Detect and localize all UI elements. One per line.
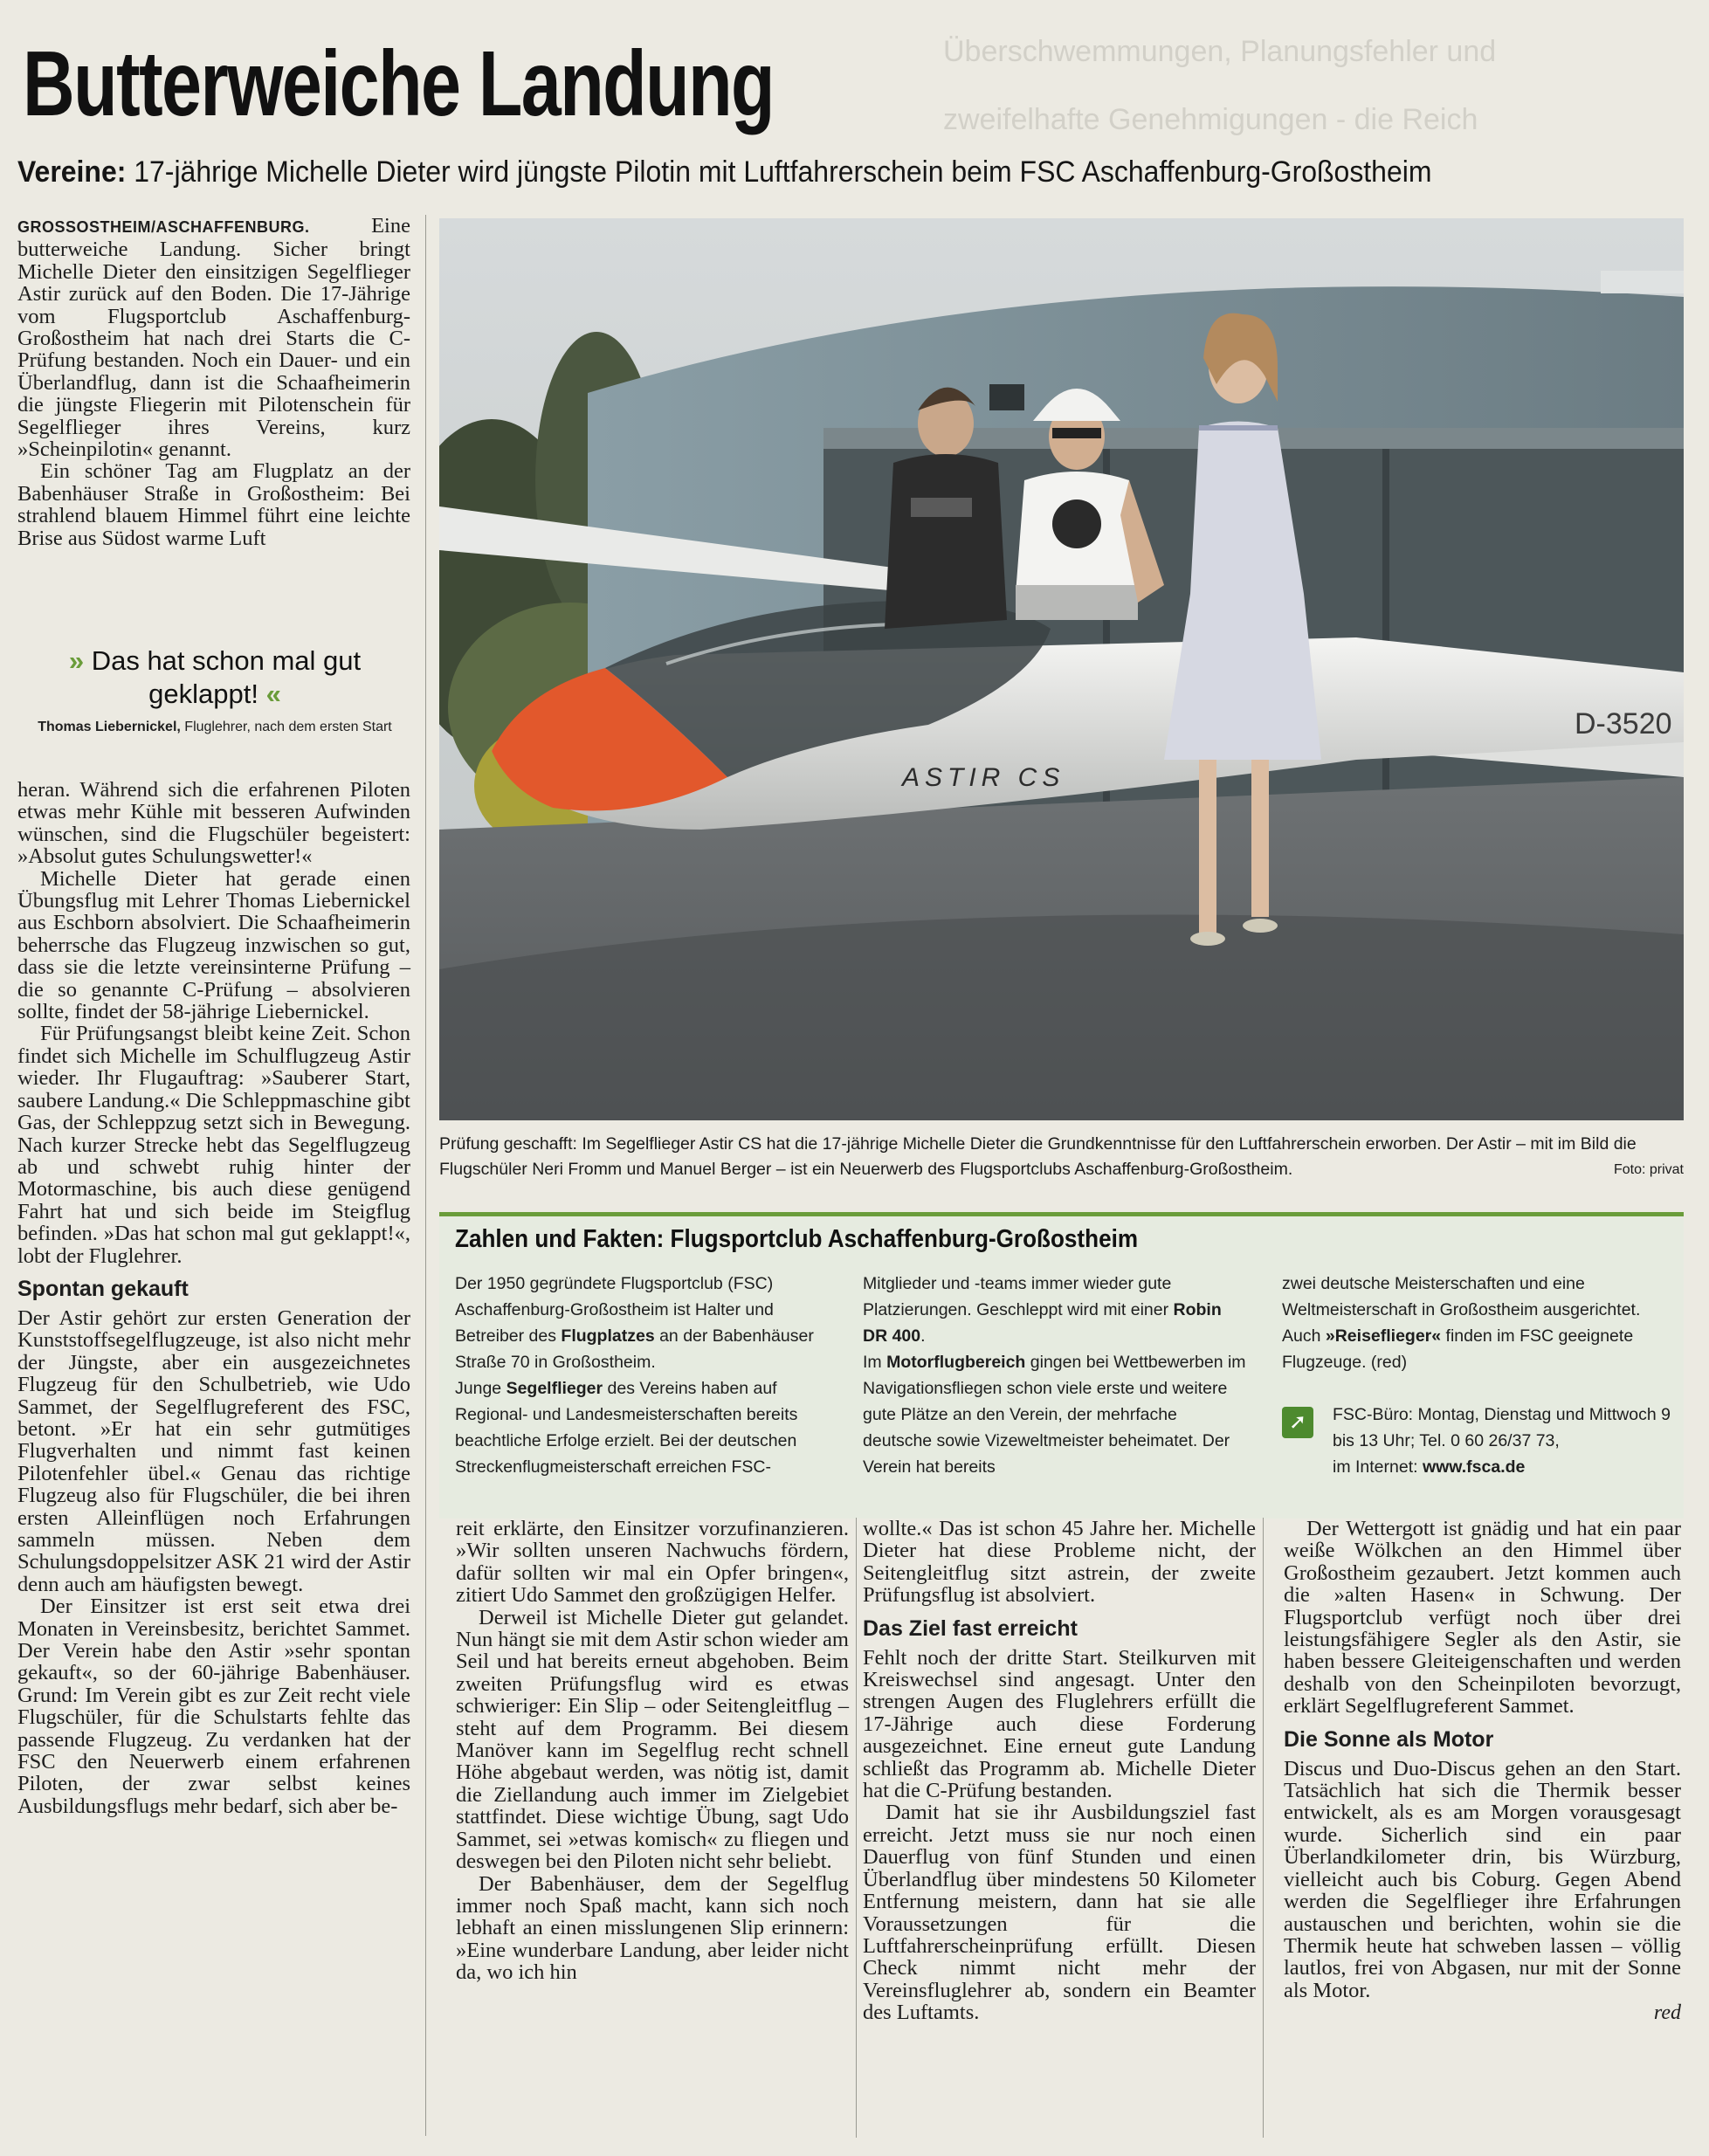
author-signature: red <box>1653 2001 1681 2025</box>
contact-hours: FSC-Büro: Montag, Dienstag und Mittwoch 9 bis 13 Uhr; Tel. 0 60 26/37 73, <box>1333 1405 1671 1450</box>
shadow <box>439 915 1684 1121</box>
subhead-sonne: Die Sonne als Motor <box>1284 1726 1494 1752</box>
contact-url[interactable]: www.fsca.de <box>1422 1457 1526 1477</box>
paragraph-col1-4: Michelle Dieter hat gerade einen Übungsflug mit Lehrer Thomas Liebernickel aus Eschborn absolviert. Die Schaafheimerin beherrsche das Flugzeug inzwischen so gut, dass sie die letzte vereinsinterne Prüfung – die so genannte C-Prüfung – absolvieren sollte, findet der 58-jährige Liebernickel. <box>17 866 410 1024</box>
factbox-col-2: Mitglieder und -teams immer wieder gute Platzierungen. Geschleppt wird mit einer Robin DR 400. Im Motorflugbereich gingen bei Wettbewerben im Navigationsfliegen schon viele erste und weitere gute Plätze an den Verein, der mehrfache deutsche sowie Vizeweltmeister beheimatet. Der Verein hat bereits <box>863 1274 1246 1477</box>
column-1-bottom <box>17 779 410 1817</box>
column-rule-1 <box>425 215 426 2136</box>
factbox-contact: ➚ FSC-Büro: Montag, Dienstag und Mittwoch 9 bis 13 Uhr; Tel. 0 60 26/37 73, im Internet: www.fsca.de <box>1282 1402 1675 1480</box>
paragraph-col1-3: heran. Während sich die erfahrenen Piloten etwas mehr Kühle mit besseren Aufwinden wünschen, sind die Flugschüler begeistert: »Absolut gutes Schulungswetter!« <box>17 778 410 869</box>
column-2 <box>456 1518 849 1984</box>
glider-label: ASTIR CS <box>902 763 1065 792</box>
article-photo <box>439 218 1684 1120</box>
paragraph-col4-1: Der Wettergott ist gnädig und hat ein paar weiße Wölkchen an den Himmel über Großostheim gezaubert. Jetzt kommen auch die »alten Hasen« in Schwung. Der Flugsportclub verfügt noch über drei leistungsfähigere Segler als den Astir, sie haben bessere Gleiteigenschaften und werden deshalb von den Scheinpiloten bevorzugt, erklärt Segelflugreferent Sammet. <box>1284 1517 1681 1719</box>
paragraph-col3-2: Fehlt noch der dritte Start. Steilkurven mit Kreiswechsel sind angesagt. Unter den strengen Augen des Fluglehrers erfüllt die 17-Jährige auch diese Forderung ausgezeichnet. Eine erneut gute Landung schließt das Programm ab. Michelle Dieter hat die C-Prüfung bestanden. <box>863 1645 1256 1803</box>
ghost-line-1: Überschwemmungen, Planungsfehler und <box>943 35 1497 68</box>
registration: D-3520 <box>1575 707 1672 740</box>
glider-photo-illustration <box>439 218 1684 1120</box>
photo-credit: Foto: privat <box>1613 1162 1684 1177</box>
paragraph-col3-1: wollte.« Das ist schon 45 Jahre her. Michelle Dieter hat diese Probleme nicht, der Seitengleitflug sitzt astrein, der zweite Prüfungsflug ist absolviert. <box>863 1517 1256 1608</box>
intro-paragraph: Eine butterweiche Landung. Sicher bringt Michelle Dieter den einsitzigen Segelflieger Astir zurück auf den Boden. Die 17-Jährige vom Flugsportclub Aschaffenburg-Großostheim hat nach drei Starts die C-Prüfung bestanden. Noch ein Dauer- und ein Überlandflug, dann ist die Schaafheimerin die jüngste Fliegerin mit Pilotenschein für Segelflieger ihres Vereins, kurz »Scheinpilotin« genannt. <box>17 214 410 462</box>
paragraph-col2-2: Derweil ist Michelle Dieter gut gelandet. Nun hängt sie mit dem Astir schon wieder am Seil und hat bereits erneut abgehoben. Beim zweiten Prüfungsflug wird es etwas schwieriger: Ein Slip – oder Seitengleitflug – steht auf dem Programm. Bei diesem Manöver kann im Segelflug recht schnell Höhe abgebaut werden, was nötig ist, damit die Ziellandung auch immer im Zielgebiet stattfindet. Diese wichtige Übung, sagt Udo Sammet, sei »etwas komisch« zu fliegen und deswegen bei den Piloten nicht sehr beliebt. <box>456 1605 849 1874</box>
quote-author: Thomas Liebernickel, <box>38 720 181 734</box>
quote-text: Das hat schon mal gut geklappt! <box>91 645 362 709</box>
caption-text: Prüfung geschafft: Im Segelflieger Astir CS hat die 17-jährige Michelle Dieter die Grundkenntnisse für den Luftfahrerschein erworben. Der Astir – mit im Bild die Flugschüler Neri Fromm und Manuel Berger – ist ein Neuerwerb des Flugsportclubs Aschaffenburg-Großostheim. <box>439 1134 1637 1179</box>
photo-caption <box>439 1132 1684 1182</box>
ghost-line-2: zweifelhafte Genehmigungen - die Reich <box>943 103 1478 136</box>
factbox-col-3: zwei deutsche Meisterschaften und eine Weltmeisterschaft in Großostheim ausgerichtet. Auch »Reiseflieger« finden im FSC geeignete Flugzeuge. (red) <box>1282 1274 1641 1372</box>
paragraph-col4-2: Discus und Duo-Discus gehen an den Start. Tatsächlich hat sich die Thermik besser entwickelt, als es am Morgen vorausgesagt wurde. Sicherlich sind ein paar Überlandkilometer drin, bis Würzburg, vielleicht auch bis Coburg. Gegen Abend werden die Segelflieger ihre Erfahrungen austauschen und berichten, wohin sie die Thermik heute hat schweben lassen – völlig lautlos, frei von Abgasen, nur mit der Sonne als Motor. <box>1284 1756 1681 2002</box>
subtitle-kicker: Vereine: <box>17 155 127 189</box>
arrow-icon: ➚ <box>1282 1407 1313 1438</box>
column-4 <box>1284 1518 1681 2025</box>
subtitle-text: 17-jährige Michelle Dieter wird jüngste Pilotin mit Luftfahrerschein beim FSC Aschaffenburg-Großostheim <box>126 155 1432 189</box>
pull-quote <box>19 644 410 735</box>
paragraph-col1-2: Ein schöner Tag am Flugplatz an der Babenhäuser Straße in Großostheim: Bei strahlend blauem Himmel führt eine leichte Brise aus Südost warme Luft <box>17 459 410 550</box>
quote-open-mark: » <box>68 645 85 676</box>
subtitle <box>17 155 1431 189</box>
paragraph-col2-3: Der Babenhäuser, dem der Segelflug immer noch Spaß macht, kann sich noch lebhaft an einen misslungenen Slip erinnern: »Eine wunderbare Landung, aber leider nicht da, wo ich hin <box>456 1871 849 1985</box>
paragraph-col1-6: Der Astir gehört zur ersten Generation der Kunststoffsegelflugzeuge, ist also nicht mehr der Jüngste, aber ein ausgezeichnetes Flugzeug für den Schulbetrieb, wie Udo Sammet, der Segelflugreferent des FSC, betont. »Er hat ein sehr gutmütiges Flugverhalten und nimmt fast keinen Pilotenfehler übel.« Genau das richtige Flugzeug also für Flugschüler, die bei ihren ersten Alleinflügen noch Erfahrungen sammeln müssen. Neben dem Schulungsdoppelsitzer ASK 21 wird der Astir denn auch am häufigsten bewegt. <box>17 1305 410 1596</box>
quote-role: Fluglehrer, nach dem ersten Start <box>180 720 392 734</box>
subhead-ziel: Das Ziel fast erreicht <box>863 1615 1078 1641</box>
factbox-title: Zahlen und Fakten: Flugsportclub Aschaffenburg-Großostheim <box>455 1225 1139 1253</box>
quote-close-mark: « <box>265 678 281 709</box>
column-1-top <box>17 215 410 549</box>
dateline: GROSSOSTHEIM/ASCHAFFENBURG. <box>17 218 310 236</box>
factbox-col-1: Der 1950 gegründete Flugsportclub (FSC) Aschaffenburg-Großostheim ist Halter und Betreiber des Flugplatzes an der Babenhäuser Straße 70 in Großostheim. Junge Segelflieger des Vereins haben auf Regional- und Landesmeisterschaften bereits beachtliche Erfolge erzielt. Bei der deutschen Streckenflugmeisterschaft erreichen FSC- <box>455 1274 814 1477</box>
column-rule-2 <box>856 1518 857 2138</box>
paragraph-col1-7: Der Einsitzer ist erst seit etwa drei Monaten in Vereinsbesitz, berichtet Sammet. Der Verein habe den Astir »sehr spontan gekauft«, so der 60-jährige Babenhäuser. Grund: Im Verein gibt es zur Zeit recht viele Flugschüler, für die Schulstarts fehlte das passende Flugzeug. Zu verdanken hat der FSC den Neuerwerb einem erfahrenen Piloten, der zwar selbst keines Ausbildungsflugs mehr bedarf, sich aber be- <box>17 1595 410 1818</box>
subhead-spontan: Spontan gekauft <box>17 1276 189 1301</box>
fact-box <box>439 1212 1684 1519</box>
paragraph-col3-3: Damit hat sie ihr Ausbildungsziel fast erreicht. Jetzt muss sie nur noch einen Dauerflug von fünf Stunden und einen Überlandflug über mindestens 50 Kilometer Entfernung meistern, dann hat sie alle Voraussetzungen für die Luftfahrerscheinprüfung erfüllt. Diesen Check nimmt nicht mehr der Vereinsfluglehrer ab, sondern ein Beamter des Luftamts. <box>863 1801 1256 2025</box>
paragraph-col1-5: Für Prüfungsangst bleibt keine Zeit. Schon findet sich Michelle im Schulflugzeug Astir wieder. Ihr Flugauftrag: »Sauberer Start, saubere Landung.« Die Schleppmaschine gibt Gas, der Schleppzug setzt sich in Bewegung. Nach kurzer Strecke hebt das Segelflugzeug ab und schwebt ruhig hinter der Motormaschine, bis auch diese genügend Fahrt hat und sich beide im Steigflug befinden. »Das hat schon mal gut geklappt!«, lobt der Fluglehrer. <box>17 1022 410 1268</box>
column-rule-3 <box>1263 1518 1264 2138</box>
headline: Butterweiche Landung <box>23 32 774 135</box>
column-3 <box>863 1518 1256 2024</box>
paragraph-col2-1: reit erklärte, den Einsitzer vorzufinanzieren. »Wir sollten unseren Nachwuchs fördern, dafür sollten wir mal ein Opfer bringen«, zitiert Udo Sammet den großzügigen Helfer. <box>456 1517 849 1608</box>
